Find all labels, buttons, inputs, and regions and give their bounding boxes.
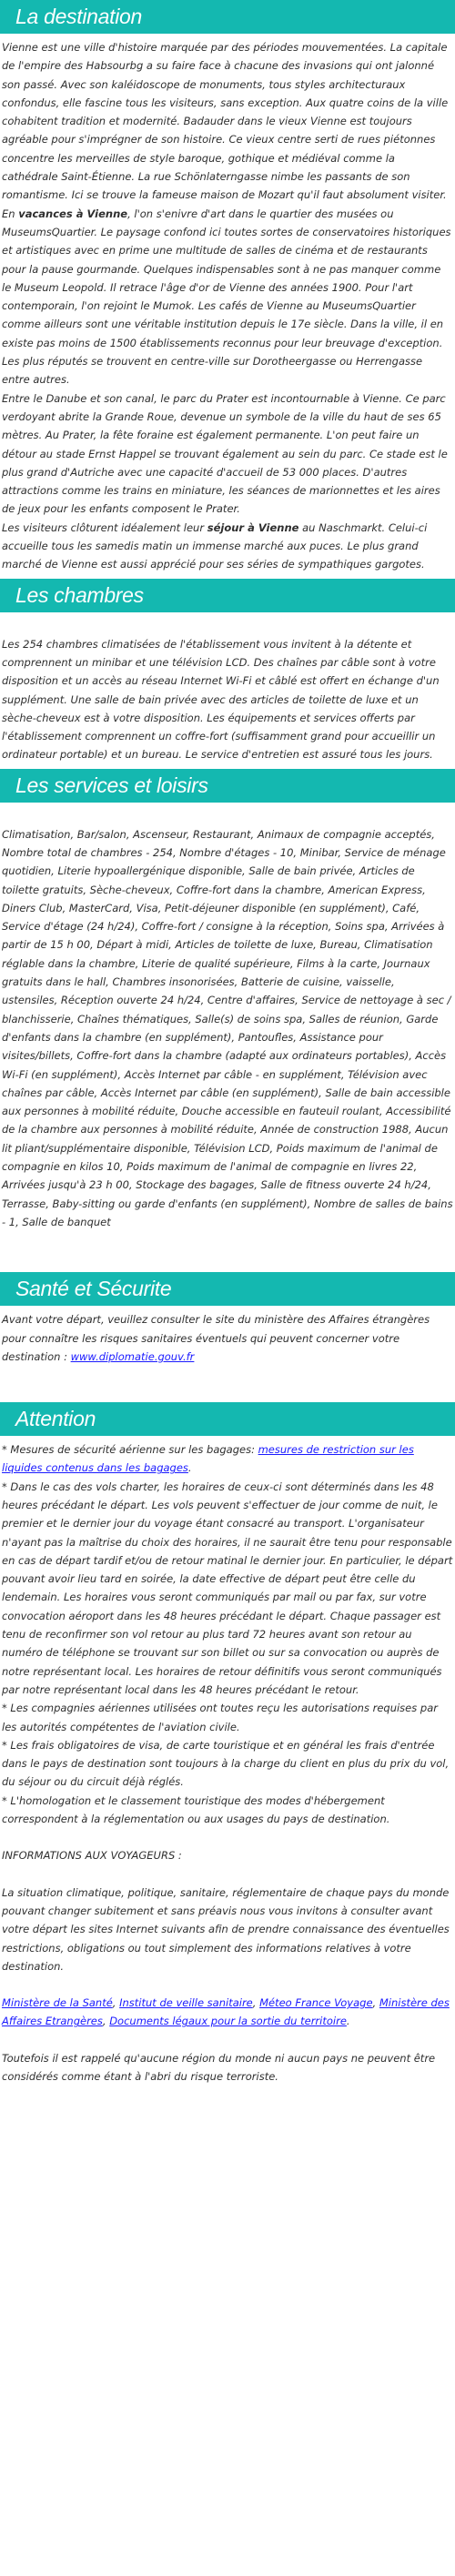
section-services xyxy=(0,769,455,1232)
sante-ministry-link[interactable]: Ministère de la Santé xyxy=(2,1996,113,2010)
meteo-link[interactable]: Méteo France Voyage xyxy=(259,1996,373,2010)
chambres-text: Les 254 chambres climatisées de l'établissement vous invitent à la détente et comprennent un minibar et une télévision LCD. Des chaînes par câble sont à votre disposition et un accès au réseau Internet Wi-Fi et câblé est offert en échange d'un supplément. Une salle de bain privée avec des articles de toilette de luxe et un sèche-cheveux est à votre disposition. Les équipements et services offerts par l'établissement comprennent un coffre-fort (suffisamment grand pour accueillir un ordinateur portable) et un bureau. Le service d'entretien est assuré tous les jours. xyxy=(2,637,440,762)
attention-charter: * Dans le cas des vols charter, les horaires de ceux-ci sont déterminés dans les 48 heures précédant le départ. Les vols peuvent s'effectuer de jour comme de nuit, le premier et le dernier jour du voyage étant consacré au transport. L'organisateur n'ayant pas la maîtrise du choix des horaires, il ne saurait être tenu pour responsable en cas de départ tardif et/ou de retour matinal le dernier jour. En particulier, le départ pouvant avoir lieu tard en soirée, la date effective de départ peut être celle du lendemain. Les horaires vous seront communiqués par mail ou par fax, sur votre convocation aéroport dans les 48 heures précédant le départ. Chaque passager est tenu de reconfirmer son vol retour au plus tard 72 heures avant son retour au numéro de téléphone se trouvant sur son billet ou sur sa convocation ou auprès de notre représentant local. Les horaires de retour définitifs vous seront communiqués par notre représentant local dans les 48 heures précédant le retour. xyxy=(2,1480,453,1696)
sante-text: Avant votre départ, veuillez consulter le site du ministère des Affaires étrangères pour connaître les risques sanitaires éventuels qui peuvent concerner votre destination : www.diplomatie.gouv.fr xyxy=(2,1313,430,1363)
affaires-etrangeres-link[interactable]: Ministère des Affaires Etrangères xyxy=(2,1996,450,2028)
sejour-paragraph: Les visiteurs clôturent idéalement leur séjour à Vienne au Naschmarkt. Celui-ci accueille tous les samedis matin un immense marché aux puces. Le plus grand marché de Vienne est aussi apprécié pour ses séries de sympathiques gargotes. xyxy=(2,520,428,571)
documents-legaux-link[interactable]: Documents légaux pour la sortie du territoire xyxy=(109,2015,347,2028)
destination-body xyxy=(0,34,455,574)
attention-securite: * Mesures de sécurité aérienne sur les bagages: mesures de restriction sur les liquides contenus dans les bagages. xyxy=(2,1443,414,1475)
infos-voyageurs-title: INFORMATIONS AUX VOYAGEURS : xyxy=(2,1849,182,1863)
sejour-highlight: séjour à Vienne xyxy=(207,520,299,534)
section-chambres xyxy=(0,579,455,764)
sante-body xyxy=(0,1306,455,1366)
section-attention xyxy=(0,1402,455,2086)
terrorism-notice: Toutefois il est rappelé qu'aucune région du monde ni aucun pays ne peuvent être considérés comme étant à l'abri du risque terroriste. xyxy=(2,2051,436,2084)
liquides-link[interactable]: mesures de restriction sur les liquides contenus dans les bagages xyxy=(2,1443,414,1475)
vacances-highlight: vacances à Vienne xyxy=(18,207,128,220)
services-text: Climatisation, Bar/salon, Ascenseur, Restaurant, Animaux de compagnie acceptés, Nombre total de chambres - 254, Nombre d'étages - 10, Minibar, Service de ménage quotidien, Literie hypoallergénique disponible, Salle de bain privée, Articles de toilette gratuits, Sèche-cheveux, Coffre-fort dans la chambre, American Express, Diners Club, MasterCard, Visa, Petit-déjeuner disponible (en supplément), Café, Service d'étage (24 h/24), Coffre-fort / consigne à la réception, Soins spa, Arrivées à partir de 15 h 00, Départ à midi, Articles de toilette de luxe, Bureau, Climatisation réglable dans la chambre, Literie de qualité supérieure, Films à la carte, Journaux gratuits dans le hall, Chambres insonorisées, Batterie de cuisine, vaisselle, ustensiles, Réception ouverte 24 h/24, Centre d'affaires, Service de nettoyage à sec / blanchisserie, Chaînes thématiques, Salle(s) de soins spa, Salles de réunion, Garde d'enfants dans la chambre (en supplément), Pantoufles, Assistance pour visites/billets, Coffre-fort dans la chambre (adapté aux ordinateurs portables), Accès Wi-Fi (en supplément), Accès Internet par câble - en supplément, Télévision avec chaînes par câble, Accès Internet par câble (en supplément), Salle de bain accessible aux personnes à mobilité réduite, Douche accessible en fauteuil roulant, Accessibilité de la chambre aux personnes à mobilité réduite, Année de construction 1988, Aucun lit pliant/supplémentaire disponible, Télévision LCD, Poids maximum de l'animal de compagnie en kilos 10, Poids maximum de l'animal de compagnie en livres 22, Arrivées jusqu'à 23 h 00, Stockage des bagages, Salle de fitness ouverte 24 h/24, Terrasse, Baby-sitting ou garde d'enfants (en supplément), Nombre de salles de bains - 1, Salle de banquet xyxy=(2,827,453,1228)
destination-paragraph: Vienne est une ville d'histoire marquée par des périodes mouvementées. La capitale de l'empire des Habsourbg a su faire face à chacune des invasions qui ont jalonné son passé. Avec son kaléidoscope de monuments, tous styles architecturaux confondus, elle fascine tous les visiteurs, sans exception. Aux quatre coins de la ville cohabitent tradition et modernité. Badauder dans le vieux Vienne est toujours agréable pour s'imprégner de son histoire. Ce vieux centre serti de rues piétonnes concentre les merveilles de style baroque, gothique et médiéval comme la cathédrale Saint-Étienne. La rue Schönlaterngasse nimbe les passants de son romantisme. Ici se trouve la fameuse maison de Mozart qu'il faut absolument visiter. xyxy=(2,41,449,202)
services-heading: Les services et loisirs xyxy=(0,769,455,803)
chambres-body xyxy=(0,612,455,764)
section-destination xyxy=(0,0,455,574)
sante-heading: Santé et Sécurite xyxy=(0,1272,455,1306)
vacances-paragraph: En vacances à Vienne, l'on s'enivre d'art dans le quartier des musées ou MuseumsQuartier. Le paysage confond ici toutes sortes de conservatoires historiques et artistiques avec en prime une multitude de salles de cinéma et de restaurants pour la pause gourmande. Quelques indispensables sont à ne pas manquer comme le Museum Leopold. Il retrace l'âge d'or de Vienne des années 1900. Pour l'art contemporain, l'on rejoint le Mumok. Les cafés de Vienne au MuseumsQuartier comme ailleurs sont une véritable institution depuis le 17e siècle. Dans la ville, il en existe pas moins de 1500 établissements reconnus pour leur breuvage d'exception. Les plus réputés se trouvent en centre-ville sur Dorotheergasse ou Herrengasse entre autres. xyxy=(2,207,451,387)
useful-links: Ministère de la Santé, Institut de veille sanitaire, Méteo France Voyage, Ministère des Affaires Etrangères, Documents légaux pour la sortie du territoire. xyxy=(2,1996,450,2028)
services-body xyxy=(0,803,455,1232)
section-sante xyxy=(0,1272,455,1366)
attention-frais: * Les frais obligatoires de visa, de carte touristique et en général les frais d'entrée dans le pays de destination sont toujours à la charge du client en plus du prix du vol, du séjour ou du circuit déjà réglés. xyxy=(2,1738,450,1789)
attention-heading: Attention xyxy=(0,1402,455,1436)
infos-voyageurs-text: La situation climatique, politique, sanitaire, réglementaire de chaque pays du monde pouvant changer subitement et sans préavis nous vous invitons à consulter avant votre départ les sites Internet suivants afin de prendre connaissance des éventuelles restrictions, obligations ou tout simplement des informations relatives à votre destination. xyxy=(2,1885,450,1973)
attention-homologation: * L'homologation et le classement touristique des modes d'hébergement correspondent à la réglementation ou aux usages du pays de destination. xyxy=(2,1793,390,1826)
chambres-heading: Les chambres xyxy=(0,579,455,612)
diplomatie-link[interactable]: www.diplomatie.gouv.fr xyxy=(70,1349,195,1363)
prater-paragraph: Entre le Danube et son canal, le parc du Prater est incontournable à Vienne. Ce parc verdoyant abrite la Grande Roue, devenue un symbole de la ville du haut de ses 65 mètres. Au Prater, la fête foraine est également permanente. L'on peut faire un détour au stade Ernst Happel se trouvant également au sein du parc. Ce stade est le plus grand d'Autriche avec une capacité d'accueil de 53 000 places. D'autres attractions comme les trains en miniature, les séances de marionnettes et les aires de jeux pour les enfants composent le Prater. xyxy=(2,391,448,516)
veille-sanitaire-link[interactable]: Institut de veille sanitaire xyxy=(119,1996,253,2010)
attention-compagnies: * Les compagnies aériennes utilisées ont toutes reçu les autorisations requises par les autorités compétentes de l'aviation civile. xyxy=(2,1702,438,1733)
attention-body xyxy=(0,1436,455,2086)
destination-heading: La destination xyxy=(0,0,455,34)
